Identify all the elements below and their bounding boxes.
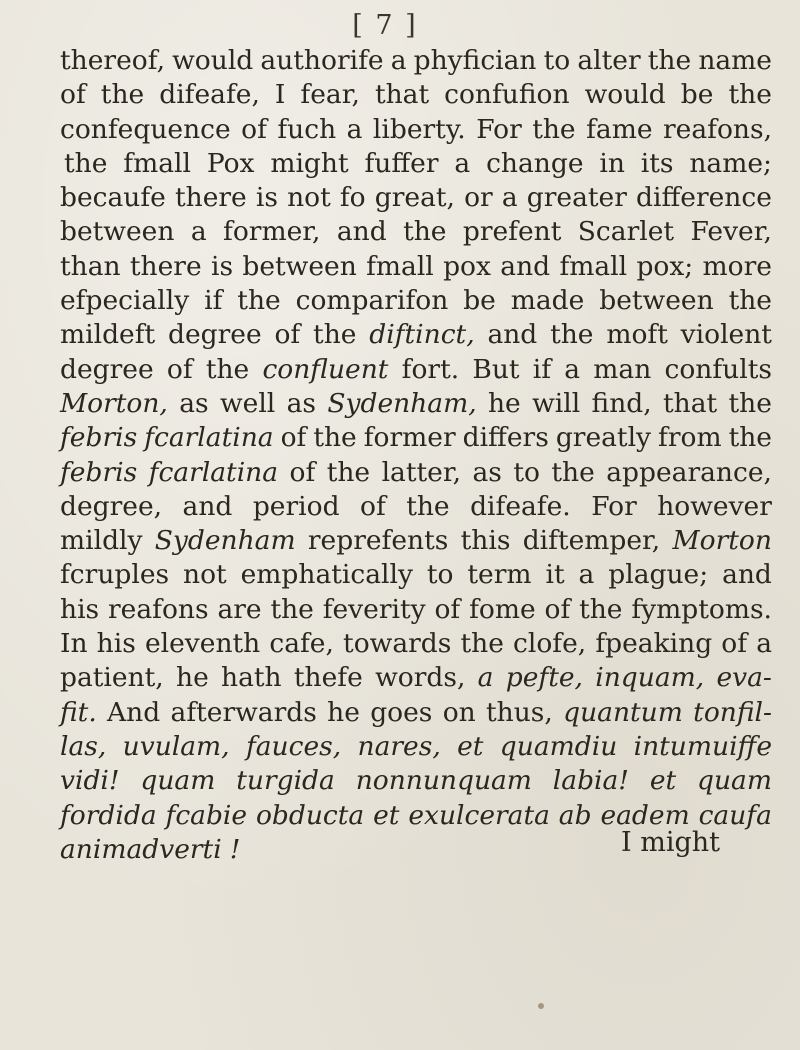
word: quantum (563, 696, 683, 728)
word: hath (221, 662, 282, 694)
word: the (64, 147, 108, 179)
word: the (270, 593, 314, 625)
word: a (501, 182, 518, 214)
word: the (551, 456, 595, 488)
text-line (60, 421, 772, 455)
word: of (241, 113, 267, 145)
text-line (60, 113, 772, 147)
word: quamdiu (499, 730, 618, 762)
word: not (183, 559, 227, 591)
word: a (578, 559, 595, 591)
word: fordida (60, 799, 157, 831)
word: afterwards (170, 696, 317, 728)
word: patient, (60, 662, 164, 694)
word: cafe, (269, 628, 334, 660)
text-line (60, 558, 772, 592)
word: there (129, 250, 202, 282)
word: fauces, (245, 730, 342, 762)
word: and (722, 559, 772, 591)
word: intumuiffe (633, 730, 772, 762)
word: and (487, 319, 538, 351)
word: as (286, 387, 317, 419)
word: more (702, 250, 772, 282)
word: fcarlatina (144, 422, 274, 454)
word: But (472, 353, 520, 385)
word: the (326, 456, 371, 488)
word: name (698, 45, 772, 76)
word: of (280, 422, 307, 454)
word: degree, (60, 490, 163, 522)
word: not (287, 182, 331, 214)
word: term (467, 559, 532, 591)
word: And (107, 696, 161, 728)
word: there (174, 182, 247, 214)
word: Pox (206, 147, 255, 179)
word: might (270, 147, 349, 179)
word: be (680, 79, 714, 111)
word: this (460, 525, 511, 557)
word: febris (60, 456, 138, 488)
word: quam (697, 765, 772, 797)
word: comparifon (295, 285, 449, 317)
word: pox; (636, 250, 694, 282)
word: the (205, 353, 250, 385)
word: or (464, 182, 493, 214)
word: well (219, 387, 276, 419)
word: fome (469, 593, 536, 625)
word: tonfil- (693, 696, 772, 728)
word: the (647, 45, 692, 76)
word: diftemper, (522, 525, 661, 557)
word: appearance, (606, 456, 772, 488)
word: mildeft (60, 319, 156, 351)
word: reafons (108, 593, 209, 625)
word: thereof, (60, 45, 165, 76)
word: if (532, 353, 552, 385)
word: of (360, 490, 386, 522)
text-line (60, 250, 772, 284)
word: phyfician (413, 45, 537, 76)
word: difeafe, (159, 79, 260, 111)
word: the (406, 490, 450, 522)
word: For (591, 490, 637, 522)
word: words, (375, 662, 466, 694)
word: a (756, 628, 772, 660)
word: Sydenham (154, 525, 296, 557)
word: difference (636, 182, 772, 214)
word: uvulam, (122, 730, 230, 762)
text-line (60, 593, 772, 627)
word: fuffer (364, 147, 439, 179)
word: period (252, 490, 340, 522)
word: of (721, 628, 748, 660)
word: nonnunquam (355, 765, 532, 797)
word: fcruples (60, 559, 170, 591)
word: is (255, 182, 278, 214)
word: the (100, 79, 145, 111)
word: the (728, 79, 772, 111)
word: of (60, 79, 86, 111)
word: he (176, 662, 209, 694)
word: emphatically (240, 559, 413, 591)
word: reprefents (307, 525, 449, 557)
word: find, (591, 387, 652, 419)
word: if (204, 285, 223, 317)
word: reafons, (662, 113, 772, 145)
word: I (274, 79, 286, 111)
word: the (728, 285, 772, 317)
word: caufa (698, 799, 772, 831)
word: For (476, 113, 522, 145)
word: eadem (600, 799, 690, 831)
text-line (60, 490, 772, 524)
text-line (60, 661, 772, 695)
word: ! (229, 833, 241, 865)
word: latter, (381, 456, 462, 488)
word: confequence (60, 113, 231, 145)
text-line (60, 147, 772, 181)
word: fmall (366, 250, 434, 282)
word: fymptoms. (631, 593, 772, 625)
word: eva- (716, 662, 772, 694)
word: animadverti (60, 833, 222, 865)
word: between (60, 216, 175, 248)
word: fmall (123, 147, 191, 179)
word: prefent (462, 216, 562, 248)
body-text (60, 44, 772, 867)
word: would (172, 45, 254, 76)
word: a (454, 147, 471, 179)
word: turgida (236, 765, 335, 797)
word: of (289, 456, 316, 488)
text-line (60, 696, 772, 730)
text-line (60, 284, 772, 318)
word: eleventh (144, 628, 261, 660)
word: Fever, (690, 216, 772, 248)
word: greater (526, 182, 627, 214)
word: than (60, 250, 121, 282)
word: as (472, 456, 502, 488)
word: confults (664, 353, 772, 385)
word: the (313, 422, 357, 454)
word: that (663, 387, 718, 419)
word: he (327, 696, 360, 728)
text-line (60, 44, 772, 78)
word: degree (60, 353, 154, 385)
paper-speck (538, 1003, 544, 1009)
word: between (242, 250, 357, 282)
word: on (442, 696, 476, 728)
word: efpecially (60, 285, 190, 317)
word: the (532, 113, 576, 145)
word: mildly (60, 525, 143, 557)
word: in (599, 147, 625, 179)
text-line (60, 318, 772, 352)
word: the (460, 628, 504, 660)
word: name; (689, 147, 772, 179)
word: clofe, (513, 628, 587, 660)
word: goes (370, 696, 433, 728)
word: fear, (300, 79, 360, 111)
word: the (403, 216, 447, 248)
word: In (60, 628, 88, 660)
word: former (363, 422, 456, 454)
word: it (545, 559, 565, 591)
word: obducta (255, 799, 365, 831)
word: las, (60, 730, 107, 762)
word: made (510, 285, 585, 317)
word: plague; (608, 559, 709, 591)
word: of (434, 593, 461, 625)
word: fit. (60, 696, 97, 728)
text-line (60, 764, 772, 798)
text-line (60, 215, 772, 249)
word: fcarlatina (148, 456, 279, 488)
word: pefte, (505, 662, 583, 694)
text-line (60, 524, 772, 558)
text-line (60, 353, 772, 387)
word: of (166, 353, 193, 385)
text-line (60, 627, 772, 661)
word: diftinct, (369, 319, 475, 351)
word: greatly (555, 422, 652, 454)
word: be (463, 285, 496, 317)
word: fpeaking (595, 628, 713, 660)
word: labia! (552, 765, 629, 797)
word: differs (462, 422, 549, 454)
word: the (313, 319, 357, 351)
word: a (477, 662, 494, 694)
word: inquam, (595, 662, 705, 694)
word: moft (606, 319, 668, 351)
word: and (336, 216, 387, 248)
word: a (564, 353, 581, 385)
word: would (584, 79, 666, 111)
word: et (649, 765, 677, 797)
word: quam (140, 765, 216, 797)
word: Morton, (60, 387, 168, 419)
word: and (500, 250, 551, 282)
text-line (60, 456, 772, 490)
word: the (550, 319, 594, 351)
word: of (274, 319, 301, 351)
word: to (543, 45, 571, 76)
word: confufion (444, 79, 570, 111)
word: fo (339, 182, 366, 214)
word: as (179, 387, 209, 419)
word: exulcerata (408, 799, 550, 831)
word: man (593, 353, 652, 385)
word: however (657, 490, 772, 522)
word: the (728, 422, 772, 454)
word: that (374, 79, 430, 111)
word: is (210, 250, 234, 282)
word: fuch (277, 113, 337, 145)
word: vidi! (60, 765, 120, 797)
catchword: I might (620, 827, 720, 858)
word: he (487, 387, 521, 419)
word: fmall (559, 250, 628, 282)
word: ab (558, 799, 592, 831)
word: feverity (322, 593, 426, 625)
word: from (658, 422, 722, 454)
word: febris (60, 422, 138, 454)
word: its (640, 147, 674, 179)
page-number: [ 7 ] (352, 10, 418, 41)
word: thus, (486, 696, 553, 728)
word: a (190, 216, 207, 248)
word: his (96, 628, 136, 660)
word: confluent (262, 353, 389, 385)
word: degree (168, 319, 262, 351)
word: fcabie (165, 799, 248, 831)
word: of (544, 593, 571, 625)
word: great, (374, 182, 455, 214)
text-line (60, 730, 772, 764)
word: the (237, 285, 281, 317)
word: liberty. (372, 113, 466, 145)
word: pox (443, 250, 491, 282)
word: between (599, 285, 714, 317)
word: his (60, 593, 100, 625)
word: Scarlet (577, 216, 675, 248)
word: a (390, 45, 407, 76)
word: towards (343, 628, 452, 660)
word: change (486, 147, 584, 179)
word: fort. (401, 353, 460, 385)
word: to (426, 559, 454, 591)
word: former, (223, 216, 321, 248)
text-line (60, 78, 772, 112)
word: fame (586, 113, 653, 145)
word: difeafe. (470, 490, 571, 522)
word: authorife (260, 45, 384, 76)
word: a (346, 113, 363, 145)
word: the (728, 387, 772, 419)
word: et (373, 799, 400, 831)
word: nares, (357, 730, 441, 762)
text-line (60, 387, 772, 421)
word: will (532, 387, 581, 419)
word: et (457, 730, 484, 762)
word: becaufe (60, 182, 166, 214)
word: thefe (293, 662, 363, 694)
word: to (513, 456, 540, 488)
word: violent (680, 319, 772, 351)
word: the (579, 593, 623, 625)
text-line (60, 181, 772, 215)
word: alter (577, 45, 641, 76)
word: Morton (672, 525, 772, 557)
word: Sydenham, (327, 387, 477, 419)
word: are (217, 593, 262, 625)
word: and (182, 490, 233, 522)
